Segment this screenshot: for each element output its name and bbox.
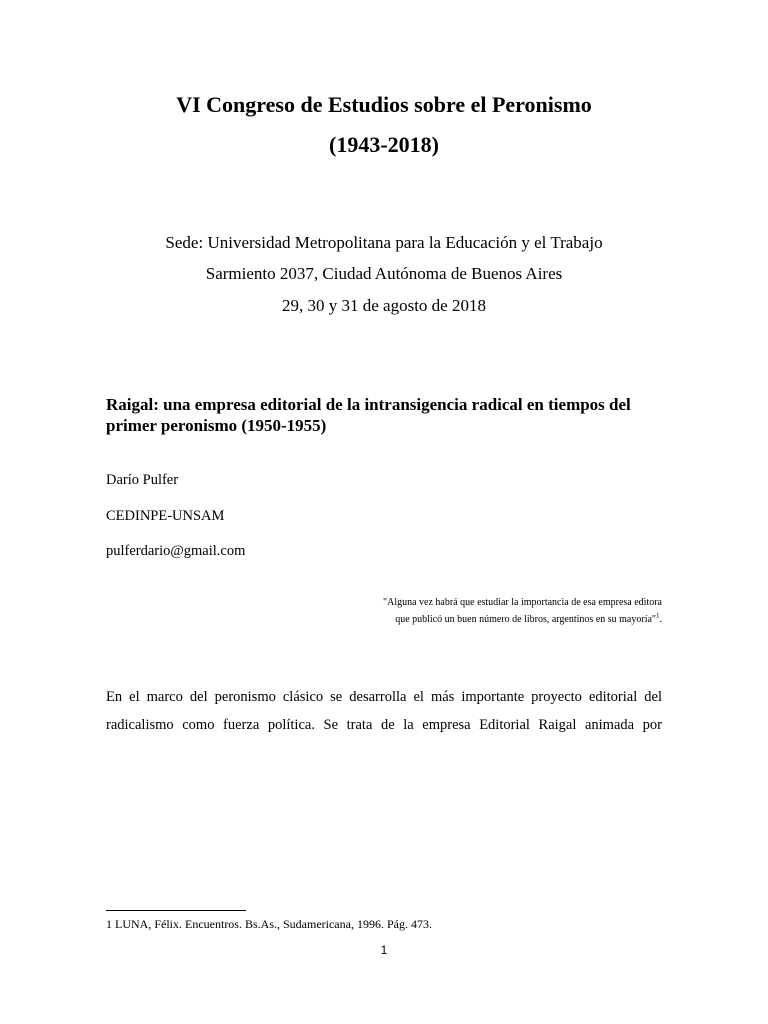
body-paragraph-line-1: En el marco del peronismo clásico se desarrolla el más importante proyecto editorial del bbox=[106, 689, 662, 705]
venue-institution: Sede: Universidad Metropolitana para la Educación y el Trabajo bbox=[165, 233, 603, 252]
footnote-reference: 1 bbox=[656, 611, 660, 620]
author-email: pulferdario@gmail.com bbox=[106, 543, 246, 559]
footnote: 1 LUNA, Félix. Encuentros. Bs.As., Sudamericana, 1996. Pág. 473. bbox=[106, 917, 432, 931]
venue-dates: 29, 30 y 31 de agosto de 2018 bbox=[282, 296, 486, 315]
epigraph-text-2: que publicó un buen número de libros, argentinos en su mayoría" bbox=[395, 614, 656, 625]
author-name: Darío Pulfer bbox=[106, 472, 179, 488]
paper-title: Raigal: una empresa editorial de la intransigencia radical en tiempos del primer peronismo (1950-1955) bbox=[106, 395, 631, 435]
congress-years: (1943-2018) bbox=[329, 132, 439, 157]
epigraph-line-2 bbox=[242, 613, 662, 626]
venue-address: Sarmiento 2037, Ciudad Autónoma de Buenos Aires bbox=[205, 264, 563, 283]
page-number: 1 bbox=[380, 943, 388, 957]
body-paragraph-line-2: radicalismo como fuerza política. Se trata de la empresa Editorial Raigal animada por bbox=[106, 717, 662, 733]
epigraph-line-1 bbox=[242, 596, 662, 609]
author-institution: CEDINPE-UNSAM bbox=[106, 508, 225, 524]
epigraph-text-1: "Alguna vez habrá que estudiar la importancia de esa empresa editora bbox=[383, 597, 662, 608]
congress-title: VI Congreso de Estudios sobre el Peronismo bbox=[176, 92, 592, 117]
epigraph-end: . bbox=[659, 614, 662, 625]
footnote-separator bbox=[106, 910, 246, 911]
